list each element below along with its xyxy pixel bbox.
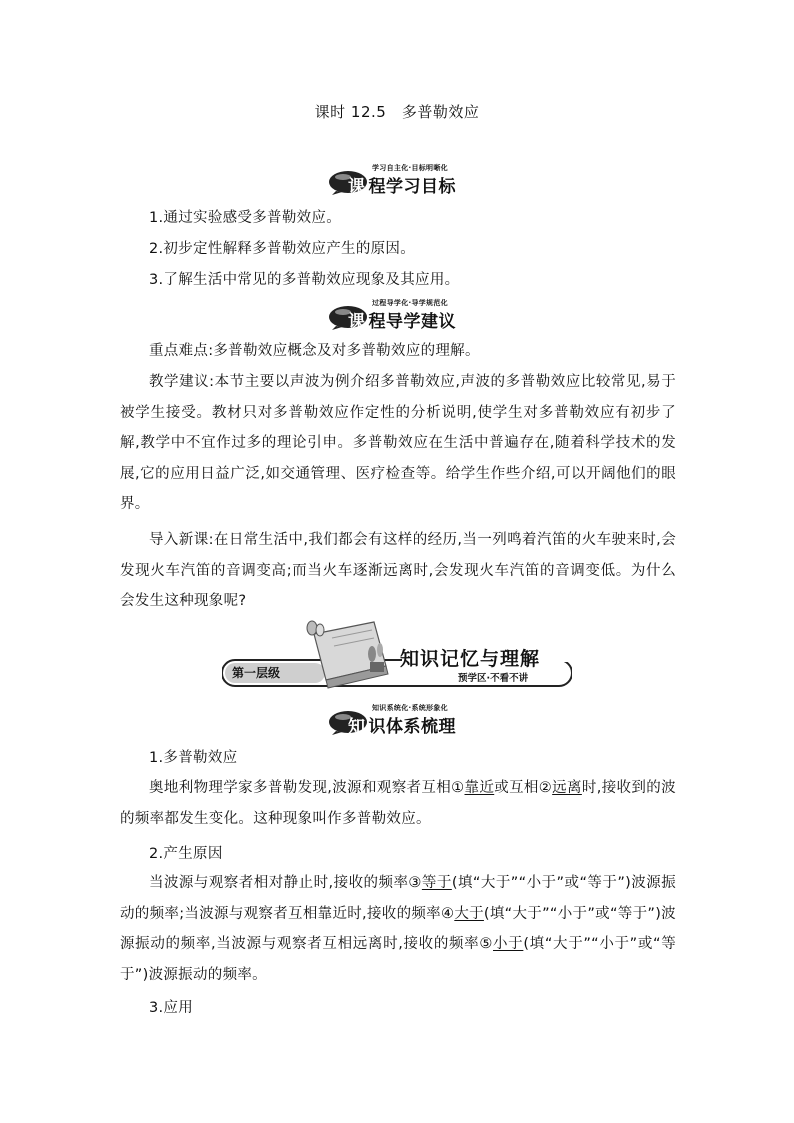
section-tagline: 学习自主化·目标明晰化 — [372, 164, 448, 172]
text-run: 当波源与观察者相对静止时,接收的频率 — [149, 875, 409, 891]
page-title: 课时 12.5 多普勒效应 — [314, 103, 480, 121]
section-heading-first-char: 知 — [348, 717, 366, 737]
section-heading-first-char: 课 — [348, 312, 366, 332]
key-points-paragraph: 重点难点:多普勒效应概念及对多普勒效应的理解。 — [149, 343, 480, 359]
teaching-advice-paragraph: 教学建议:本节主要以声波为例介绍多普勒效应,声波的多普勒效应比较常见,易于被学生接受。教材只对多普勒效应作定性的分析说明,使学生对多普勒效应有初步了解,教学中不宜作过多的理论引申。多普勒效应在生活中普遍存在,随着科学技术的发展,它的应用日益广泛,如交通管理、医疗检查等。给学生作些介绍,可以开阔他们的眼界。 — [120, 374, 676, 512]
knowledge-item-2-text — [120, 868, 676, 990]
blank-answer: 远离 — [552, 780, 582, 796]
text-run: (填“大于”“小于”或“等于”)波源振动的频率,当波源与观察者互相远离时,接收的频率 — [120, 905, 676, 952]
blank-answer: 小于 — [493, 936, 524, 952]
blank-number: ③ — [408, 875, 422, 891]
blank-number: ④ — [441, 905, 455, 922]
blank-number: ① — [451, 780, 465, 796]
blank-number: ② — [538, 780, 553, 796]
knowledge-item-3-title: 3.应用 — [149, 1000, 194, 1016]
section-heading-first-char: 课 — [348, 177, 366, 197]
section-heading — [348, 172, 456, 197]
knowledge-item-2-title: 2.产生原因 — [149, 846, 223, 862]
section-heading — [348, 712, 456, 737]
section-banner-goals — [328, 163, 468, 197]
section-heading — [348, 307, 456, 332]
knowledge-item-1-text — [120, 773, 676, 834]
level-subtitle: 预学区·不看不讲 — [458, 673, 529, 684]
text-run: 或互相 — [494, 780, 539, 796]
section-tagline: 知识系统化·系统形象化 — [372, 704, 448, 712]
blank-number: ⑤ — [479, 936, 494, 952]
section-heading-rest: 识体系梳理 — [368, 717, 456, 737]
text-run: (填“大于”“小于”或“等于”)波源振动的频率;当波源与观察者互相靠近时,接收的频率 — [120, 875, 676, 922]
intro-paragraph: 导入新课:在日常生活中,我们都会有这样的经历,当一列鸣着汽笛的火车驶来时,会发现火车汽笛的音调变高;而当火车逐渐远离时,会发现火车汽笛的音调变低。为什么会发生这种现象呢? — [120, 532, 676, 609]
level-label: 第一层级 — [232, 666, 281, 680]
knowledge-item-1-title: 1.多普勒效应 — [149, 750, 238, 766]
text-run: 时,接收到的波的频率都发生变化。这种现象叫作多普勒效应。 — [120, 780, 676, 827]
text-run: (填“大于”“小于”或“等于”)波源振动的频率。 — [120, 936, 676, 983]
section-tagline: 过程导学化·导学规范化 — [372, 299, 448, 307]
level-banner — [222, 618, 572, 692]
blank-answer: 大于 — [454, 905, 484, 922]
section-heading-rest: 程学习目标 — [368, 177, 456, 197]
butterfly-icon — [307, 621, 324, 636]
goal-item-1: 1.通过实验感受多普勒效应。 — [149, 210, 342, 226]
blank-answer: 靠近 — [464, 780, 495, 796]
text-run: 奥地利物理学家多普勒发现,波源和观察者互相 — [149, 780, 452, 796]
blank-answer: 等于 — [421, 875, 452, 891]
level-heading: 知识记忆与理解 — [400, 648, 541, 670]
goal-item-3: 3.了解生活中常见的多普勒效应现象及其应用。 — [149, 272, 460, 288]
goal-item-2: 2.初步定性解释多普勒效应产生的原因。 — [149, 241, 416, 257]
section-heading-rest: 程导学建议 — [368, 312, 456, 332]
section-banner-knowledge — [328, 703, 468, 737]
section-banner-guide — [328, 298, 468, 332]
